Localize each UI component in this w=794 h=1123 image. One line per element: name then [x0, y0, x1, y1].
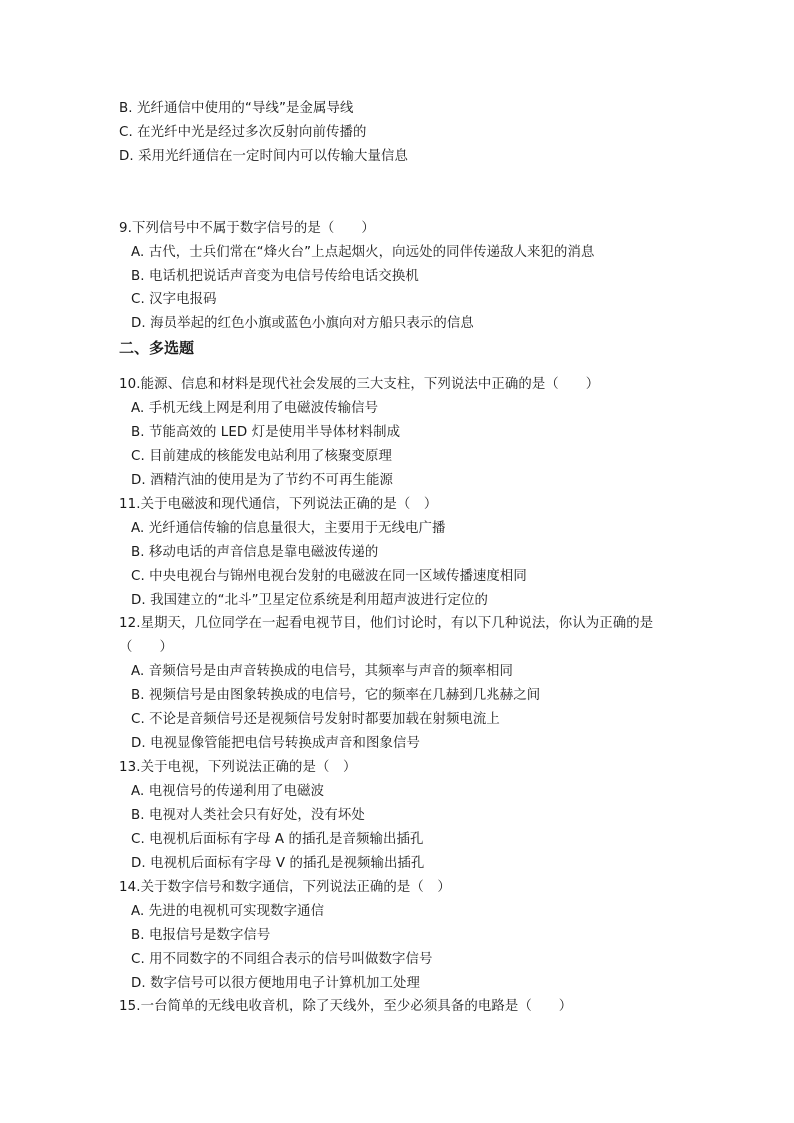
q10-option-c: C. 目前建成的核能发电站利用了核聚变原理: [131, 449, 392, 464]
q13-option-d: D. 电视机后面标有字母 V 的插孔是视频输出插孔: [131, 856, 425, 871]
q12-stem: 12.星期天，几位同学在一起看电视节目，他们讨论时，有以下几种说法，你认为正确的是: [119, 616, 654, 631]
q9-stem: 9.下列信号中不属于数字信号的是（ ）: [119, 221, 375, 236]
q12-option-b: B. 视频信号是由图象转换成的电信号，它的频率在几赫到几兆赫之间: [131, 688, 541, 703]
q10-stem: 10.能源、信息和材料是现代社会发展的三大支柱，下列说法中正确的是（ ）: [119, 377, 600, 392]
q11-option-a: A. 光纤通信传输的信息量很大，主要用于无线电广播: [131, 521, 446, 536]
q11-stem: 11.关于电磁波和现代通信，下列说法正确的是（ ）: [119, 497, 438, 512]
q13-option-a: A. 电视信号的传递利用了电磁波: [131, 784, 325, 799]
q14-stem: 14.关于数字信号和数字通信，下列说法正确的是（ ）: [119, 880, 451, 895]
q11-option-c: C. 中央电视台与锦州电视台发射的电磁波在同一区域传播速度相同: [131, 569, 527, 584]
q10-option-b: B. 节能高效的 LED 灯是使用半导体材料制成: [131, 425, 401, 440]
q14-option-b: B. 电报信号是数字信号: [131, 928, 271, 943]
q9-option-b: B. 电话机把说话声音变为电信号传给电话交换机: [131, 269, 419, 284]
q13-option-b: B. 电视对人类社会只有好处，没有坏处: [131, 808, 365, 823]
q12-option-d: D. 电视显像管能把电信号转换成声音和图象信号: [131, 736, 420, 751]
q11-option-d: D. 我国建立的“北斗”卫星定位系统是利用超声波进行定位的: [131, 593, 488, 608]
q14-option-c: C. 用不同数字的不同组合表示的信号叫做数字信号: [131, 952, 433, 967]
q14-option-a: A. 先进的电视机可实现数字通信: [131, 904, 325, 919]
q9-option-c: C. 汉字电报码: [131, 292, 217, 307]
q8-option-b: B. 光纤通信中使用的“导线”是金属导线: [119, 101, 354, 116]
q10-option-d: D. 酒精汽油的使用是为了节约不可再生能源: [131, 473, 393, 488]
q8-option-c: C. 在光纤中光是经过多次反射向前传播的: [119, 125, 367, 140]
q9-option-d: D. 海员举起的红色小旗或蓝色小旗向对方船只表示的信息: [131, 316, 474, 331]
q13-option-c: C. 电视机后面标有字母 A 的插孔是音频输出插孔: [131, 832, 424, 847]
q8-option-d: D. 采用光纤通信在一定时间内可以传输大量信息: [119, 149, 408, 164]
q12-stem-continuation: （ ）: [119, 640, 173, 655]
q12-option-c: C. 不论是音频信号还是视频信号发射时都要加载在射频电流上: [131, 712, 500, 727]
q10-option-a: A. 手机无线上网是利用了电磁波传输信号: [131, 401, 379, 416]
q15-stem: 15.一台简单的无线电收音机，除了天线外，至少必须具备的电路是（ ）: [119, 999, 573, 1014]
q13-stem: 13.关于电视，下列说法正确的是（ ）: [119, 760, 357, 775]
q12-option-a: A. 音频信号是由声音转换成的电信号，其频率与声音的频率相同: [131, 664, 513, 679]
q14-option-d: D. 数字信号可以很方便地用电子计算机加工处理: [131, 976, 420, 991]
section-title-multiple-choice: 二、多选题: [119, 339, 195, 357]
q9-option-a: A. 古代，士兵们常在“烽火台”上点起烟火，向远处的同伴传递敌人来犯的消息: [131, 245, 595, 260]
q11-option-b: B. 移动电话的声音信息是靠电磁波传递的: [131, 545, 379, 560]
